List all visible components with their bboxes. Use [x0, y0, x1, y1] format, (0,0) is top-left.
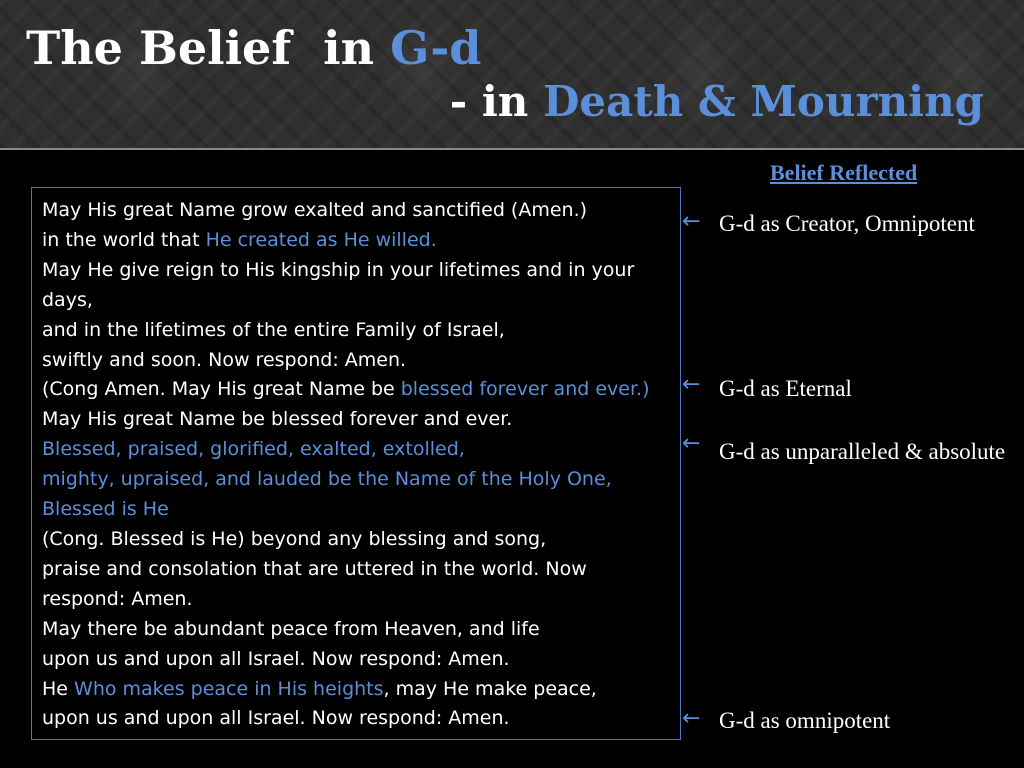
prayer-line	[42, 525, 670, 555]
prayer-line	[42, 585, 670, 615]
belief-item-eternal: G-d as Eternal	[719, 376, 852, 401]
subtitle-prefix: - in	[449, 77, 543, 126]
prayer-text: May His great Name be blessed forever and ever.	[42, 408, 513, 431]
prayer-line	[42, 286, 670, 316]
belief-heading: Belief Reflected	[770, 160, 918, 185]
title-accent: G-d	[390, 21, 482, 75]
prayer-line	[42, 346, 670, 376]
prayer-text: days,	[42, 288, 93, 311]
prayer-line	[42, 555, 670, 585]
prayer-line	[42, 256, 670, 286]
prayer-text: in the world that	[42, 228, 206, 251]
prayer-text: praise and consolation that are uttered in the world. Now	[42, 557, 587, 580]
prayer-text: May His great Name grow exalted and sanctified (Amen.)	[42, 199, 588, 221]
arrow-left-icon: ←	[682, 372, 701, 397]
prayer-line	[42, 704, 670, 734]
arrow-left-icon: ←	[682, 431, 701, 456]
prayer-line	[42, 675, 670, 705]
prayer-highlight: mighty, upraised, and lauded be the Name of the Holy One,	[42, 468, 612, 491]
prayer-line	[42, 405, 670, 435]
prayer-text: , may He make peace,	[383, 677, 597, 700]
prayer-highlight: Blessed, praised, glorified, exalted, extolled,	[42, 438, 465, 461]
prayer-text: (Cong Amen. May His great Name be	[42, 378, 401, 401]
slide-subtitle	[450, 76, 984, 128]
title-divider	[0, 148, 1024, 150]
prayer-line	[42, 226, 670, 256]
prayer-text: and in the lifetimes of the entire Family of Israel,	[42, 318, 505, 341]
slide-title	[26, 20, 481, 76]
prayer-line	[42, 465, 670, 495]
prayer-line	[42, 375, 670, 405]
title-text: The Belief in	[26, 21, 391, 75]
prayer-text: upon us and upon all Israel. Now respond: Amen.	[42, 707, 510, 730]
prayer-highlight: blessed forever and ever.)	[400, 378, 650, 401]
prayer-highlight: He created as He willed.	[205, 228, 437, 251]
arrow-left-icon: ←	[682, 706, 701, 731]
prayer-text-box	[31, 187, 681, 740]
prayer-line	[42, 435, 670, 465]
prayer-text: (Cong. Blessed is He) beyond any blessing and song,	[42, 527, 547, 550]
prayer-highlight: Who makes peace in His heights	[74, 677, 384, 700]
prayer-text: May He give reign to His kingship in your lifetimes and in your	[42, 258, 635, 281]
prayer-line	[42, 316, 670, 346]
prayer-line	[42, 495, 670, 525]
belief-item-creator: G-d as Creator, Omnipotent	[719, 211, 975, 236]
prayer-highlight: Blessed is He	[42, 498, 169, 521]
prayer-text: swiftly and soon. Now respond: Amen.	[42, 348, 407, 371]
belief-item-unparalleled: G-d as unparalleled & absolute	[719, 439, 1006, 464]
prayer-text: respond: Amen.	[42, 587, 193, 610]
prayer-line	[42, 615, 670, 645]
belief-item-omnipotent: G-d as omnipotent	[719, 708, 891, 733]
arrow-left-icon: ←	[682, 209, 701, 234]
prayer-text: upon us and upon all Israel. Now respond: Amen.	[42, 647, 510, 670]
prayer-text: He	[42, 677, 75, 700]
prayer-line	[42, 196, 670, 226]
prayer-line	[42, 645, 670, 675]
prayer-text: May there be abundant peace from Heaven, and life	[42, 617, 540, 640]
subtitle-accent: Death & Mourning	[542, 77, 984, 126]
